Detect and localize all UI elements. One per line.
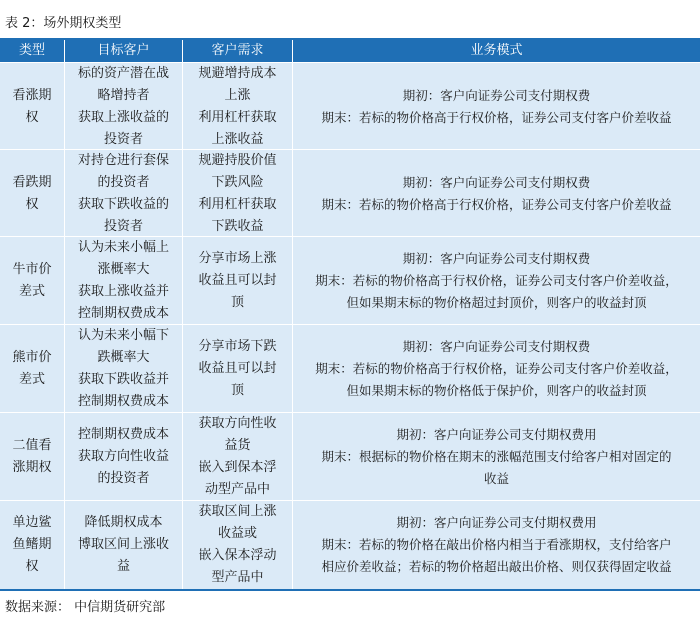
header-need: 客户需求 — [182, 40, 292, 62]
table-header — [0, 40, 700, 62]
cell-target: 对持仓进行套保 的投资者 获取下跌收益的 投资者 — [64, 150, 182, 238]
cell-mode: 期初：客户向证券公司支付期权费 期末：若标的物价格高于行权价格，证券公司支付客户价差收益， 但如果期末标的物价格低于保护价，则客户的收益封顶 — [292, 325, 700, 413]
cell-mode: 期初：客户向证券公司支付期权费 期末：若标的物价格高于行权价格，证券公司支付客户价差收益 — [292, 150, 700, 238]
cell-need: 获取区间上涨 收益或 嵌入保本浮动 型产品中 — [182, 501, 292, 589]
options-table — [0, 38, 700, 591]
cell-need: 规避持股价值 下跌风险 利用杠杆获取 下跌收益 — [182, 150, 292, 238]
cell-need: 规避增持成本 上涨 利用杠杆获取 上涨收益 — [182, 63, 292, 151]
cell-mode: 期初：客户向证券公司支付期权费用 期末：根据标的物价格在期末的涨幅范围支付给客户相对固定的 收益 — [292, 413, 700, 501]
table-row — [0, 236, 700, 324]
data-source: 数据来源： 中信期货研究部 — [5, 600, 166, 615]
cell-target: 标的资产潜在战 略增持者 获取上涨收益的 投资者 — [64, 63, 182, 151]
cell-need: 分享市场上涨 收益且可以封 顶 — [182, 237, 292, 325]
header-type: 类型 — [18, 43, 45, 58]
header-mode: 业务模式 — [292, 40, 700, 62]
cell-type: 牛市价 差式 — [12, 262, 52, 299]
cell-mode: 期初：客户向证券公司支付期权费用 期末：若标的物价格在敲出价格内相当于看涨期权，支付给客户 相应价差收益；若标的物价格超出敲出价格、则仅获得固定收益 — [292, 501, 700, 589]
cell-target: 降低期权成本 博取区间上涨收 益 — [64, 501, 182, 589]
cell-type: 熊市价 差式 — [12, 350, 52, 387]
cell-type: 单边鲨 鱼鳍期 权 — [12, 515, 52, 574]
table-row — [0, 62, 700, 149]
cell-type: 二值看 涨期权 — [12, 438, 52, 475]
cell-type: 看跌期 权 — [12, 175, 52, 212]
header-target: 目标客户 — [64, 40, 182, 62]
table-row — [0, 324, 700, 412]
cell-mode: 期初：客户向证券公司支付期权费 期末：若标的物价格高于行权价格，证券公司支付客户价差收益 — [292, 63, 700, 151]
table-row — [0, 149, 700, 236]
cell-need: 获取方向性收 益货 嵌入到保本浮 动型产品中 — [182, 413, 292, 501]
table-row — [0, 500, 700, 589]
cell-target: 认为未来小幅上 涨概率大 获取上涨收益并 控制期权费成本 — [64, 237, 182, 325]
cell-target: 控制期权费成本 获取方向性收益 的投资者 — [64, 413, 182, 501]
cell-type: 看涨期 权 — [12, 88, 52, 125]
cell-need: 分享市场下跌 收益且可以封 顶 — [182, 325, 292, 413]
table-row — [0, 412, 700, 500]
table-caption: 表 2：场外期权类型 — [5, 16, 122, 31]
cell-target: 认为未来小幅下 跌概率大 获取下跌收益并 控制期权费成本 — [64, 325, 182, 413]
cell-mode: 期初：客户向证券公司支付期权费 期末：若标的物价格高于行权价格，证券公司支付客户价差收益， 但如果期末标的物价格超过封顶价，则客户的收益封顶 — [292, 237, 700, 325]
